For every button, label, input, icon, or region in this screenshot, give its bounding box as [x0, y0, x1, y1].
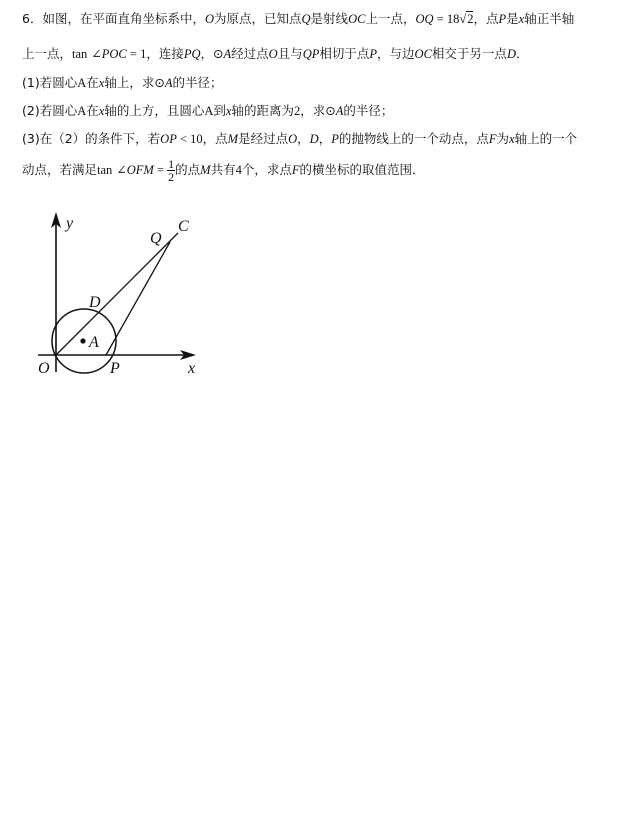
- label-x: x: [188, 360, 196, 377]
- problem-line-3: (1)若圆心A在x轴上，求⊙A的半径；: [22, 75, 223, 90]
- label-o: O: [38, 360, 50, 377]
- label-a: A: [89, 334, 99, 351]
- fraction-one-half: $\frac{1}{2}$: [168, 157, 175, 184]
- center-point-a: [80, 338, 85, 343]
- problem-line-4: (2)若圆心A在x轴的上方，且圆心A到x轴的距离为2，求⊙A的半径；: [22, 103, 394, 118]
- sqrt-symbol: √: [459, 12, 467, 26]
- problem-number: 6．: [22, 11, 43, 26]
- problem-line-2: 上一点，tan ∠POC = 1，连接PQ，⊙A经过点O且与QP相切于点P，与边OC相交于另一点D．: [22, 46, 529, 61]
- label-y: y: [66, 215, 74, 232]
- label-q: Q: [150, 230, 162, 247]
- problem-line-6: 动点，若满足tan ∠OFM = $\frac{1}{2}$ 的点M共有4个，求点F的横坐标的取值范围．: [22, 157, 425, 184]
- problem-line-5: (3)在（2）的条件下，若OP < 10，点M是经过点O，D，P的抛物线上的一个动点，点F为x轴上的一个: [22, 131, 578, 146]
- label-p: P: [110, 360, 120, 377]
- problem-line-1: 6．如图，在平面直角坐标系中，O为原点，已知点Q是射线OC上一点，OQ = 18√2，点P是x轴正半轴: [22, 11, 575, 26]
- label-d: D: [89, 294, 101, 311]
- label-c: C: [178, 218, 189, 235]
